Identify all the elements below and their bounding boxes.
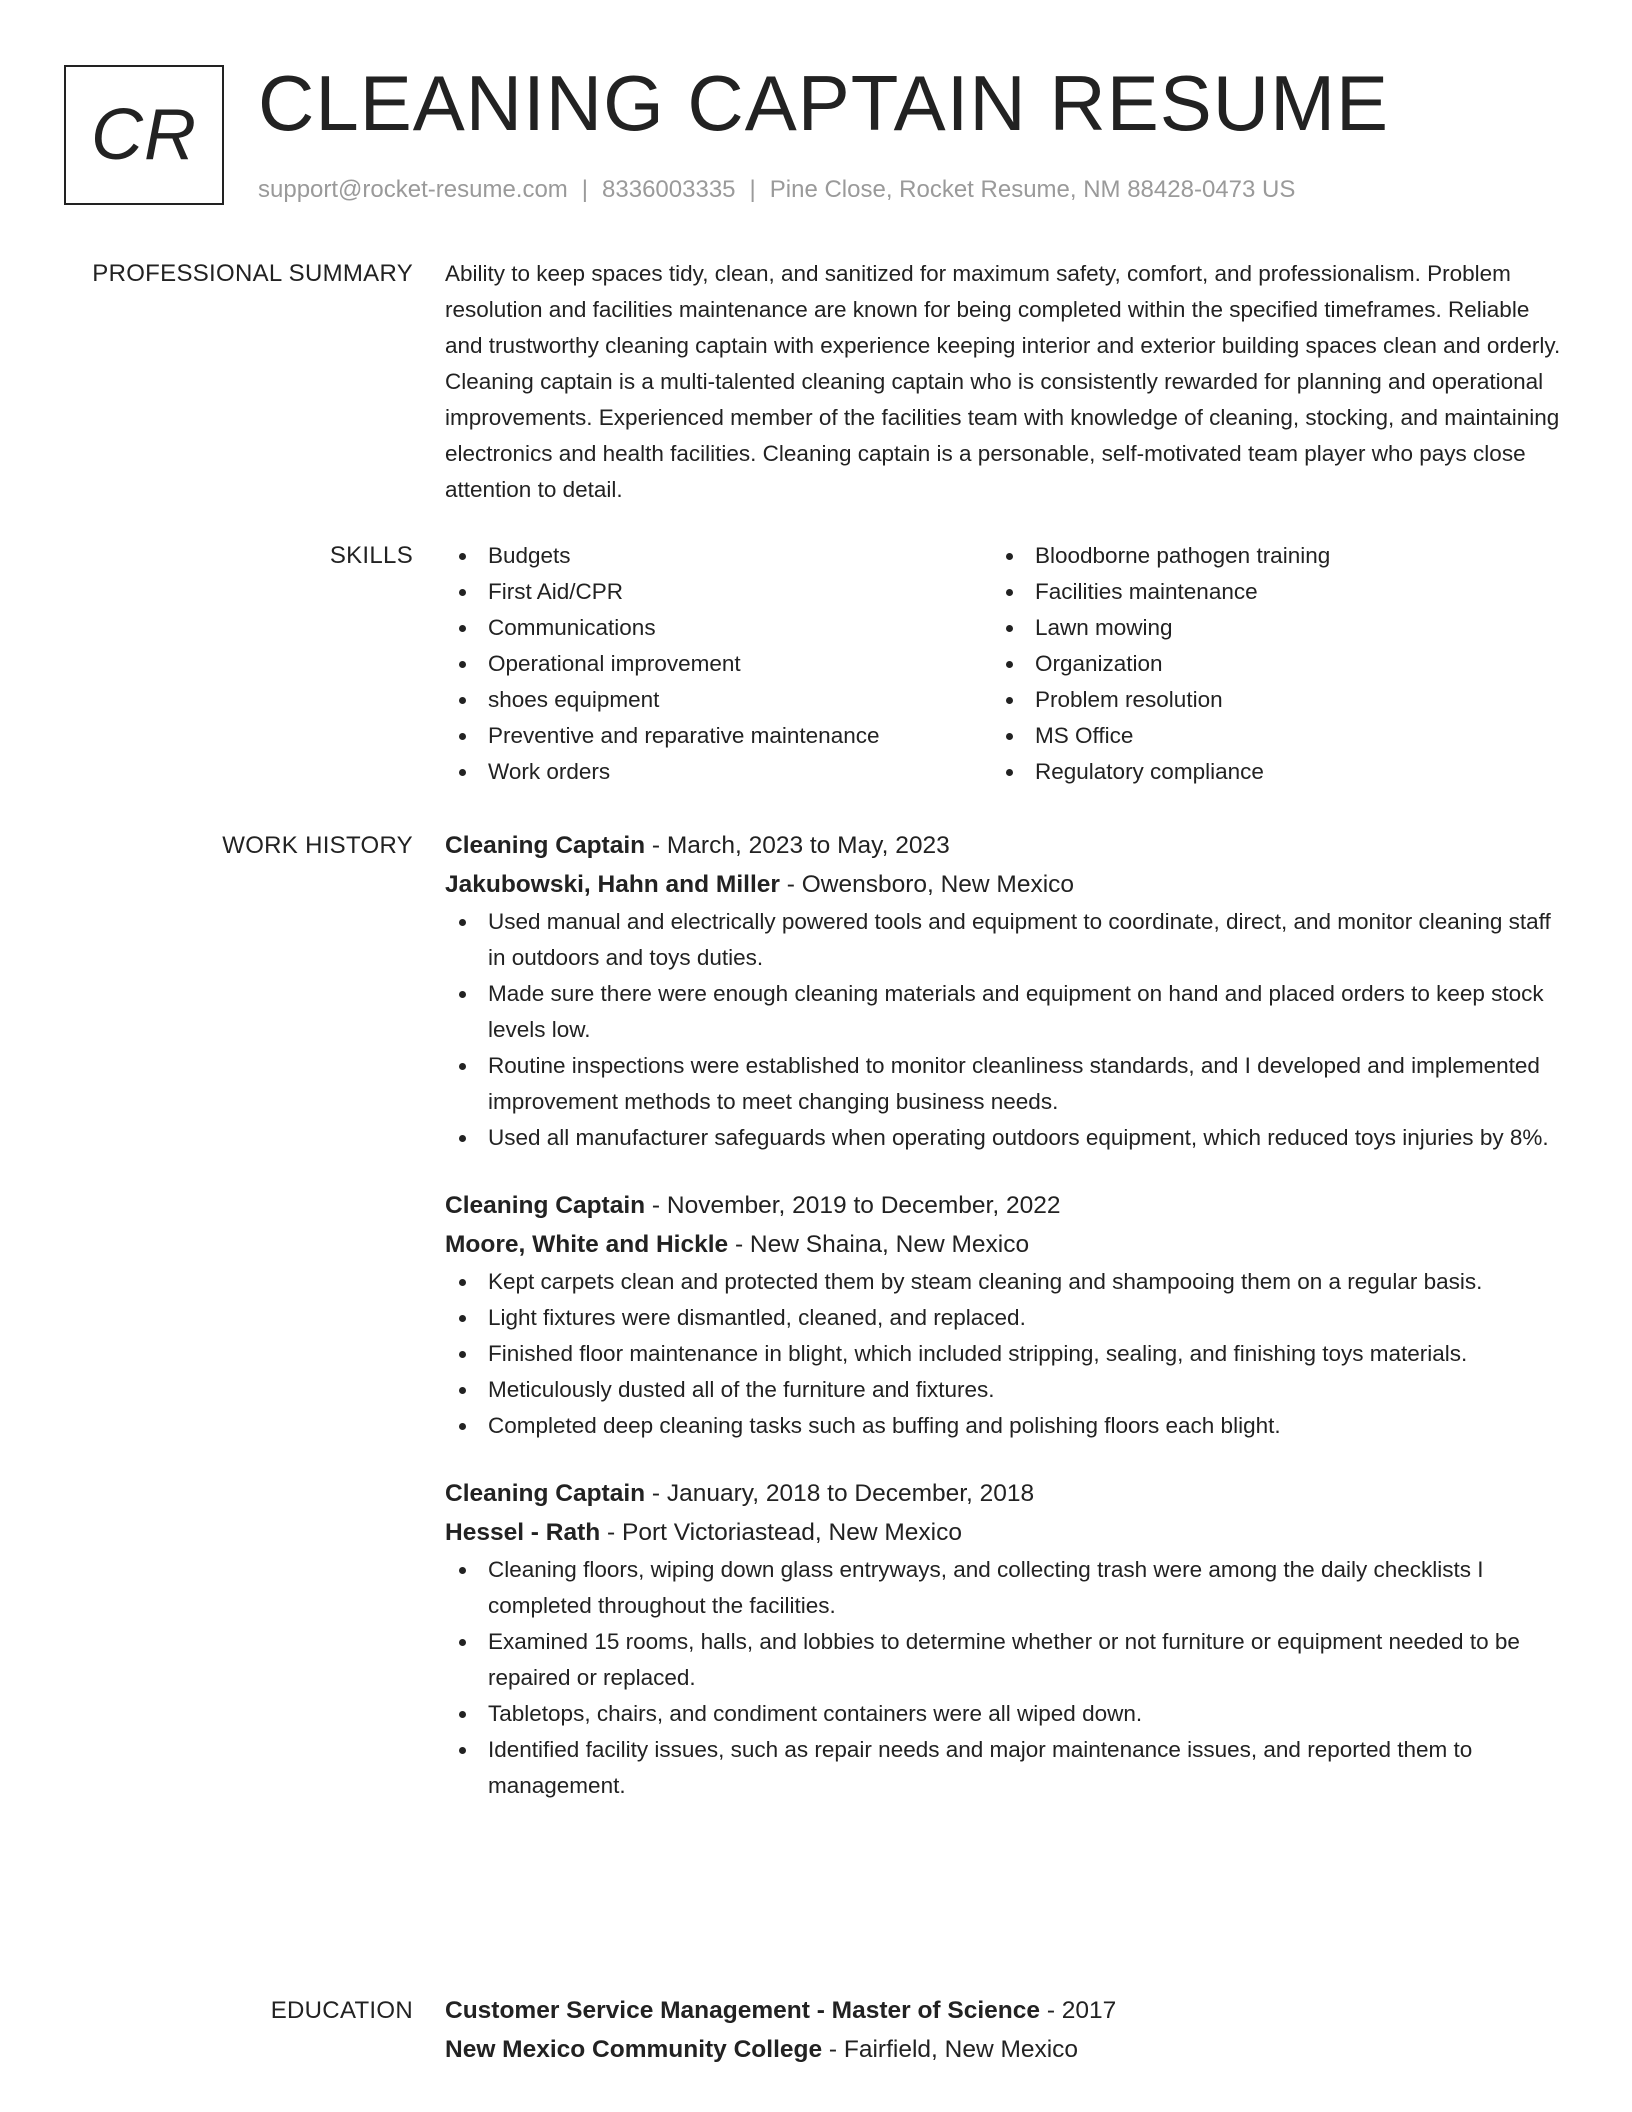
skill-item: Problem resolution	[992, 682, 1539, 718]
skill-item: Facilities maintenance	[992, 574, 1539, 610]
work-history-body	[445, 826, 1565, 1834]
job-duty-item: Made sure there were enough cleaning materials and equipment on hand and placed orders to keep stock levels low.	[445, 976, 1565, 1048]
job-location: - Port Victoriastead, New Mexico	[600, 1519, 962, 1546]
job-dates: - March, 2023 to May, 2023	[645, 832, 950, 859]
job-company-line	[445, 865, 1565, 904]
job-company: Hessel - Rath	[445, 1519, 601, 1546]
education-school-line	[445, 2030, 1565, 2069]
job-duties-list	[445, 1264, 1565, 1444]
job-location: - New Shaina, New Mexico	[728, 1231, 1030, 1258]
job-company: Moore, White and Hickle	[445, 1231, 729, 1258]
job-title-line	[445, 1474, 1565, 1513]
skill-item: MS Office	[992, 718, 1539, 754]
job-title-line	[445, 826, 1565, 865]
contact-email: support@rocket-resume.com	[258, 176, 568, 203]
skill-item: First Aid/CPR	[445, 574, 992, 610]
job-duty-item: Meticulously dusted all of the furniture and fixtures.	[445, 1372, 1565, 1408]
summary-text: Ability to keep spaces tidy, clean, and sanitized for maximum safety, comfort, and professionalism. Problem resolution and facilities maintenance are known for being completed within the specified timeframes. Reliable and trustworthy cleaning captain with experience keeping interior and exterior building spaces clean and orderly. Cleaning captain is a multi-talented cleaning captain who is consistently rewarded for planning and operational improvements. Experienced member of the facilities team with knowledge of cleaning, stocking, and maintaining electronics and health facilities. Cleaning captain is a personable, self-motivated team player who pays close attention to detail.	[445, 261, 1561, 502]
skill-item: Work orders	[445, 754, 992, 790]
education-location: - Fairfield, New Mexico	[822, 2036, 1079, 2063]
education-degree: Customer Service Management - Master of Science	[445, 1997, 1041, 2024]
job-title: Cleaning Captain	[445, 832, 646, 859]
job-duty-item: Finished floor maintenance in blight, which included stripping, sealing, and finishing toys materials.	[445, 1336, 1565, 1372]
job-duty-item: Completed deep cleaning tasks such as buffing and polishing floors each blight.	[445, 1408, 1565, 1444]
contact-address: Pine Close, Rocket Resume, NM 88428-0473 US	[769, 176, 1296, 203]
job-entry	[445, 826, 1565, 1156]
skill-item: Operational improvement	[445, 646, 992, 682]
job-duty-item: Light fixtures were dismantled, cleaned, and replaced.	[445, 1300, 1565, 1336]
skill-item: Regulatory compliance	[992, 754, 1539, 790]
contact-line	[258, 172, 1295, 208]
job-duty-item: Used manual and electrically powered tools and equipment to coordinate, direct, and monitor cleaning staff in outdoors and toys duties.	[445, 904, 1565, 976]
monogram-logo: CR	[64, 65, 224, 205]
job-duties-list	[445, 904, 1565, 1156]
skills-column-right	[992, 538, 1539, 790]
skill-item: Bloodborne pathogen training	[992, 538, 1539, 574]
job-title: Cleaning Captain	[445, 1480, 646, 1507]
contact-separator: |	[749, 176, 756, 203]
skill-item: shoes equipment	[445, 682, 992, 718]
resume-title: CLEANING CAPTAIN RESUME	[258, 59, 1390, 147]
contact-separator: |	[581, 176, 589, 203]
job-dates: - January, 2018 to December, 2018	[645, 1480, 1035, 1507]
skill-item: Organization	[992, 646, 1539, 682]
job-duty-item: Kept carpets clean and protected them by steam cleaning and shampooing them on a regular basis.	[445, 1264, 1565, 1300]
skills-column-left	[445, 538, 992, 790]
skill-item: Preventive and reparative maintenance	[445, 718, 992, 754]
skill-item: Lawn mowing	[992, 610, 1539, 646]
education-year: - 2017	[1040, 1997, 1117, 2024]
job-location: - Owensboro, New Mexico	[779, 871, 1075, 898]
job-duty-item: Examined 15 rooms, halls, and lobbies to determine whether or not furniture or equipment needed to be repaired or replaced.	[445, 1624, 1565, 1696]
education-school: New Mexico Community College	[445, 2036, 823, 2063]
job-duty-item: Tabletops, chairs, and condiment containers were all wiped down.	[445, 1696, 1565, 1732]
job-company: Jakubowski, Hahn and Miller	[445, 871, 780, 898]
job-entry	[445, 1474, 1565, 1804]
job-entry	[445, 1186, 1565, 1444]
job-dates: - November, 2019 to December, 2022	[645, 1192, 1061, 1219]
skills-body	[445, 538, 1565, 790]
job-duty-item: Routine inspections were established to monitor cleanliness standards, and I developed and implemented improvement methods to meet changing business needs.	[445, 1048, 1565, 1120]
education-body	[445, 1991, 1565, 2069]
skill-item: Budgets	[445, 538, 992, 574]
section-label-education: EDUCATION	[270, 1997, 413, 2024]
skills-grid	[445, 538, 1565, 790]
job-duties-list	[445, 1552, 1565, 1804]
job-company-line	[445, 1513, 1565, 1552]
job-title-line	[445, 1186, 1565, 1225]
section-label-skills: SKILLS	[329, 542, 413, 569]
job-duty-item: Identified facility issues, such as repair needs and major maintenance issues, and reported them to management.	[445, 1732, 1565, 1804]
job-duty-item: Cleaning floors, wiping down glass entryways, and collecting trash were among the daily checklists I completed throughout the facilities.	[445, 1552, 1565, 1624]
contact-phone: 8336003335	[602, 176, 736, 203]
job-title: Cleaning Captain	[445, 1192, 646, 1219]
job-company-line	[445, 1225, 1565, 1264]
skill-item: Communications	[445, 610, 992, 646]
section-label-summary: PROFESSIONAL SUMMARY	[92, 260, 413, 287]
education-degree-line	[445, 1991, 1565, 2030]
summary-body	[445, 256, 1565, 508]
job-duty-item: Used all manufacturer safeguards when operating outdoors equipment, which reduced toys injuries by 8%.	[445, 1120, 1565, 1156]
section-label-work-history: WORK HISTORY	[222, 832, 413, 859]
